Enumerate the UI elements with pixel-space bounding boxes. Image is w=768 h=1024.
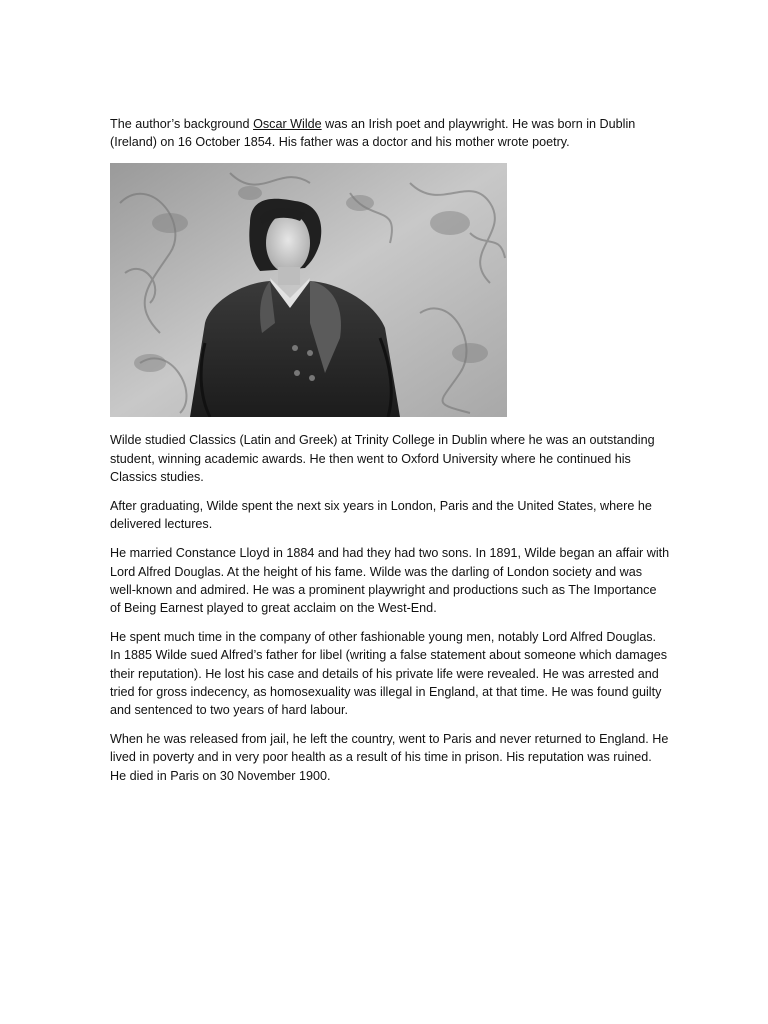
portrait-photo xyxy=(110,163,507,417)
document-page xyxy=(110,115,670,796)
paragraph-marriage: He married Constance Lloyd in 1884 and had they had two sons. In 1891, Wilde began an affair with Lord Alfred Douglas. At the height of his fame. Wilde was the darling of London society and was well-known and admired. He was a prominent playwright and productions such as The Importance of Being Earnest played to great acclaim on the West-End. xyxy=(110,546,670,616)
portrait-image xyxy=(110,163,507,417)
paragraph-education: Wilde studied Classics (Latin and Greek) at Trinity College in Dublin where he was an outstanding student, winning academic awards. He then went to Oxford University where he continued his Classics studies. xyxy=(110,433,655,484)
intro-suffix: was an Irish poet and playwright. He was born in Dublin (Ireland) on 16 October 1854. His father was a doctor and his mother wrote poetry. xyxy=(110,117,636,150)
intro-paragraph xyxy=(110,115,670,151)
paragraph-trial: He spent much time in the company of other fashionable young men, notably Lord Alfred Douglas. In 1885 Wilde sued Alfred’s father for libel (writing a false statement about someone which damages their reputation). He lost his case and details of his private life were revealed. He was arrested and tried for gross indecency, as homosexuality was illegal in England, at that time. He was found guilty and sentenced to two years of hard labour. xyxy=(110,630,667,718)
paragraph-later-life: When he was released from jail, he left the country, went to Paris and never returned to England. He lived in poverty and in very poor health as a result of his time in prison. His reputation was ruined. He died in Paris on 30 November 1900. xyxy=(110,732,669,783)
paragraph-travels: After graduating, Wilde spent the next six years in London, Paris and the United States, where he delivered lectures. xyxy=(110,499,652,532)
intro-prefix: The author’s background xyxy=(110,117,254,131)
oscar-wilde-link[interactable]: Oscar Wilde xyxy=(253,117,322,131)
